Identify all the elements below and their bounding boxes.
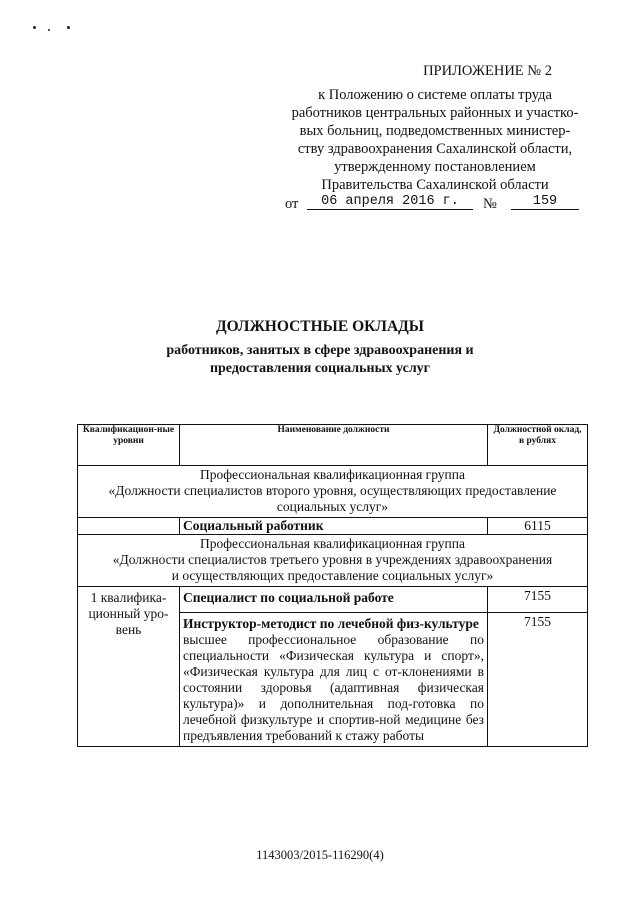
decree-number: 159	[511, 194, 579, 210]
document-code: 1143003/2015-116290(4)	[256, 848, 384, 862]
scan-speck	[33, 26, 36, 29]
position-name: Специалист по социальной работе	[183, 590, 394, 605]
number-label: №	[483, 196, 497, 212]
position-name: Социальный работник	[183, 518, 324, 533]
scan-speck	[48, 29, 50, 31]
decree-date: 06 апреля 2016 г.	[307, 194, 473, 210]
salary-table	[77, 424, 588, 747]
document-title: ДОЛЖНОСТНЫЕ ОКЛАДЫ	[215, 318, 425, 335]
table-header-row	[78, 425, 588, 466]
position-name: Инструктор-методист по лечебной физ-культуре	[183, 616, 479, 631]
from-label: от	[285, 196, 299, 212]
header-levels: Квалификацион-ные уровни	[78, 425, 180, 466]
scan-speck	[67, 26, 70, 29]
salary-value: 7155	[488, 587, 588, 613]
header-salary: Должностной оклад, в рублях	[488, 425, 588, 466]
appendix-line: ству здравоохранения Сахалинской области,	[297, 141, 573, 157]
appendix-block	[280, 62, 590, 194]
document-subtitle: предоставления социальных услуг	[209, 361, 431, 376]
appendix-line: утвержденному постановлением	[334, 159, 536, 175]
salary-value: 6115	[488, 518, 588, 535]
table-row	[78, 518, 588, 535]
qualification-level: 1 квалифика-ционный уро-вень	[78, 587, 180, 747]
level-cell	[78, 518, 180, 535]
group-row	[78, 466, 588, 518]
salary-value: 7155	[488, 613, 588, 747]
group-name: и осуществляющих предоставление социальных услуг»	[171, 568, 494, 583]
appendix-line: вых больниц, подведомственных министер-	[299, 123, 571, 139]
appendix-line: работников центральных районных и участко-	[291, 105, 579, 121]
table-row	[78, 587, 588, 613]
appendix-title: ПРИЛОЖЕНИЕ № 2	[423, 63, 552, 79]
group-title: Профессиональная квалификационная группа	[200, 467, 465, 482]
appendix-line: Правительства Сахалинской области	[321, 177, 549, 193]
header-position: Наименование должности	[180, 425, 488, 466]
group-name: «Должности специалистов второго уровня, осуществляющих предоставление	[108, 483, 557, 498]
group-title: Профессиональная квалификационная группа	[200, 536, 465, 551]
position-requirements: высшее профессиональное образование по специальности «Физическая культура и спорт», «Физическая культура для лиц с от-клонениями в состоянии здоровья (адаптивная физическая культура)» и дополнительная под-готовка по лечебной физкультуре и спортив-ной медицине без предъявления требований к стажу работы	[183, 632, 484, 743]
group-name: «Должности специалистов третьего уровня в учреждениях здравоохранения	[112, 552, 553, 567]
appendix-line: к Положению о системе оплаты труда	[318, 87, 552, 103]
document-subtitle: работников, занятых в сфере здравоохранения и	[166, 343, 474, 358]
group-row	[78, 535, 588, 587]
group-name: социальных услуг»	[276, 499, 389, 514]
